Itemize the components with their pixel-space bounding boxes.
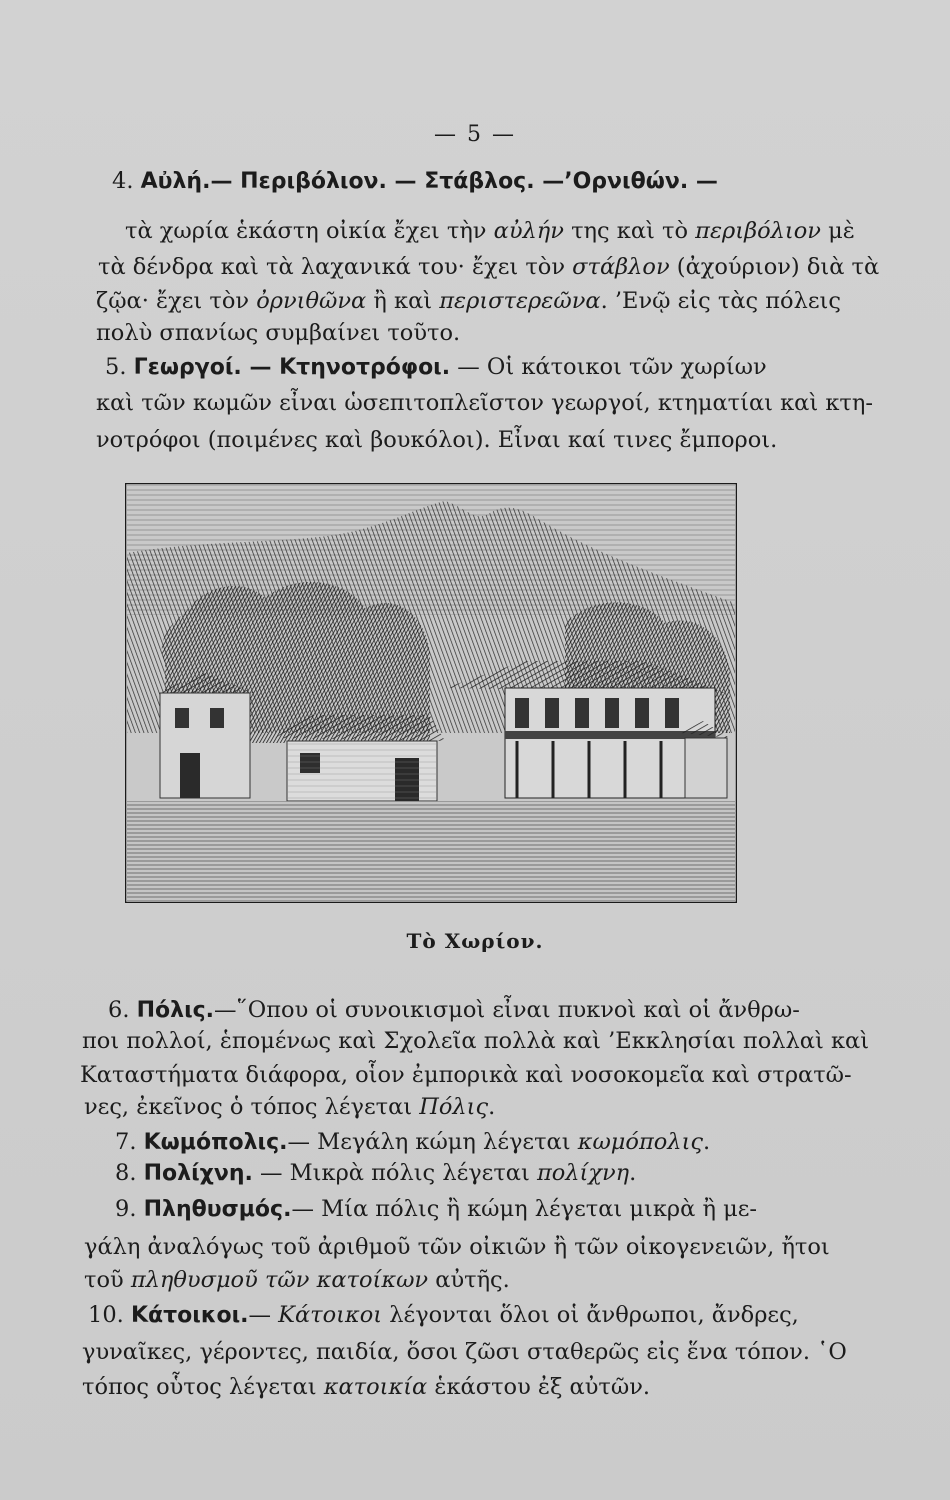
middle-house-roof [275,715,445,741]
section-10-heading: Κάτοικοι. [130,1303,249,1328]
section-8-heading: Πολίχνη. [143,1161,253,1186]
term-avli: αὐλήν [493,218,564,244]
section-8-number: 8. [115,1160,137,1186]
page-number: — 5 — [434,122,516,147]
section-6-heading: Πόλις. [136,998,215,1023]
section-10-line-1: 10. Κάτοικοι.— Κάτοικοι λέγονται ὅλοι οἱ ἄνθρωποι, ἄνδρες, [88,1302,799,1328]
section-6-line-4: νες, ἐκεῖνος ὁ τόπος λέγεται Πόλις. [84,1094,496,1120]
section-4-line-5: πολὺ σπανίως συμβαίνει τοῦτο. [96,320,461,346]
village-engraving-illustration [125,483,737,903]
term-perivolion: περιβόλιον [695,218,821,244]
term-katoikia: κατοικία [323,1374,428,1400]
section-8-line: 8. Πολίχνη. — Μικρὰ πόλις λέγεται πολίχνη. [115,1160,637,1186]
illustration-caption: Τὸ Χωρίον. [406,929,544,953]
section-9-line-2: γάλη ἀναλόγως τοῦ ἀριθμοῦ τῶν οἰκιῶν ἢ τῶν οἰκογενειῶν, ἤτοι [84,1234,830,1260]
section-5-number: 5. [105,354,127,380]
section-7-heading: Κωμόπολις. [143,1130,288,1155]
section-6-line-1: 6. Πόλις.—῞Οπου οἱ συνοικισμοὶ εἶναι πυκνοὶ καὶ οἱ ἄνθρω- [108,997,800,1023]
section-9-number: 9. [115,1196,137,1222]
section-4-line-2: τὰ χωρία ἑκάστη οἰκία ἔχει τὴν αὐλήν της καὶ τὸ περιβόλιον μὲ [125,218,855,244]
left-house-window [210,708,224,728]
section-7-line: 7. Κωμόπολις.— Μεγάλη κώμη λέγεται κωμόπολις. [115,1129,711,1155]
term-ornithon: ὀρνιθῶνα [256,288,367,314]
section-10-line-3: τόπος οὗτος λέγεται κατοικία ἑκάστου ἐξ αὐτῶν. [82,1374,651,1400]
section-9-line-1: 9. Πληθυσμός.— Μία πόλις ἢ κώμη λέγεται μικρὰ ἢ με- [115,1196,757,1222]
section-7-number: 7. [115,1129,137,1155]
section-5-line-3: νοτρόφοι (ποιμένες καὶ βουκόλοι). Εἶναι καί τινες ἔμποροι. [96,427,778,453]
left-house [160,693,250,798]
section-10-line-2: γυναῖκες, γέροντες, παιδία, ὅσοι ζῶσι σταθερῶς εἰς ἕνα τόπον. ῾Ο [82,1339,847,1365]
section-6-line-3: Καταστήματα διάφορα, οἷον ἐμπορικὰ καὶ νοσοκομεῖα καὶ στρατῶ- [80,1062,852,1088]
term-peristereon: περιστερεῶνα [439,288,601,314]
section-4-heading-line [112,166,718,197]
section-4-line-4: ζῷα· ἔχει τὸν ὀρνιθῶνα ἢ καὶ περιστερεῶνα. ’Ενῷ εἰς τὰς πόλεις [96,288,841,314]
section-5-heading: Γεωργοί. — Κτηνοτρόφοι. [133,355,451,380]
term-stavlos: στάβλον [572,254,670,280]
section-5-line-2: καὶ τῶν κωμῶν εἶναι ὡσεπιτοπλεῖστον γεωργοί, κτηματίαι καὶ κτη- [96,390,873,416]
section-9-line-3: τοῦ πληθυσμοῦ τῶν κατοίκων αὐτῆς. [84,1267,510,1293]
section-4-heading: Αὐλή.— Περιβόλιον. — Στάβλος. —’Ορνιθών. — [140,169,718,194]
section-9-heading: Πληθυσμός. [143,1197,292,1222]
term-polichni: πολίχνη [536,1160,630,1186]
term-katoikoi: Κάτοικοι [278,1302,383,1328]
section-10-number: 10. [88,1302,124,1328]
left-house-door [180,753,200,798]
term-polis: Πόλις [419,1094,489,1120]
section-6-line-2: ποι πολλοί, ἑπομένως καὶ Σχολεῖα πολλὰ καὶ ’Εκκλησίαι πολλαὶ καὶ [82,1028,870,1054]
term-plithysmos: πληθυσμοῦ τῶν κατοίκων [130,1267,429,1293]
term-komopolis: κωμόπολις [577,1129,703,1155]
section-4-line-3: τὰ δένδρα καὶ τὰ λαχανικά του· ἔχει τὸν στάβλον (ἀχούριον) διὰ τὰ [98,254,880,280]
left-house-window [175,708,189,728]
section-5-line-1: 5. Γεωργοί. — Κτηνοτρόφοι. — Οἱ κάτοικοι τῶν χωρίων [105,354,767,380]
section-4-number: 4. [112,168,134,194]
section-6-number: 6. [108,997,130,1023]
